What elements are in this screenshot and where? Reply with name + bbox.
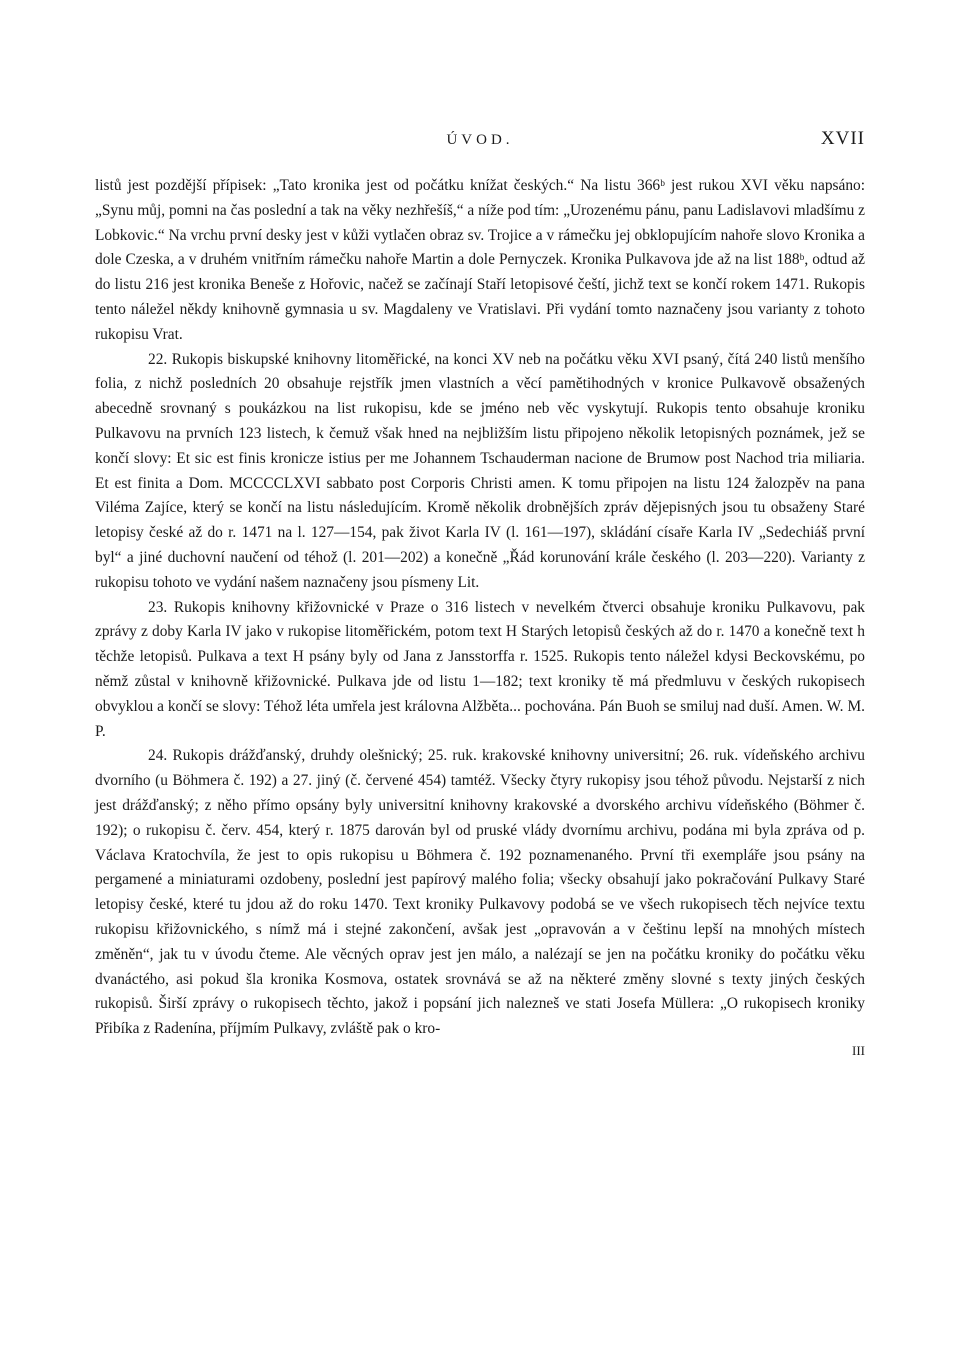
signature-mark: III	[852, 1042, 865, 1058]
body-text	[95, 174, 865, 1042]
paragraph-manuscript-23: 23. Rukopis knihovny křižovnické v Praze o 316 listech v nevelkém čtverci obsahuje kroniku Pulkavovu, pak zprávy z doby Karla IV jako v rukopise litoměřickém, potom text H Starých letopisů českých až do r. 1470 a konečně text h těchže letopisů. Pulkava a text H psány byly od Jana z Jansstorffa r. 1525. Rukopis tento náležel kdysi Beckovskému, po němž zůstal v knihovně křižovnické. Pulkava jde od listu 1—182; text kroniky tě má předmluvu v českých rukopisech obvyklou a končí se slovy: Téhož léta umřela jest královna Alžběta... pochována. Pán Buoh se smiluj nad duší. Amen. W. M. P.	[95, 598, 865, 740]
header-title: ÚVOD.	[446, 132, 514, 148]
running-header	[95, 128, 865, 156]
paragraph-manuscript-24-27: 24. Rukopis drážďanský, druhdy olešnický; 25. ruk. krakovské knihovny universitní; 26. ruk. vídeňského archivu dvorního (u Böhmera č. 192) a 27. jiný (č. červené 454) tamtéž. Všecky čtyry rukopisy jsou téhož původu. Nejstarší z nich jest drážďanský; z něho přímo opsány byly universitní knihovny krakovské a dvorského archivu vídeňského (Böhmer č. 192); o rukopisu č. červ. 454, který r. 1875 darován byl od pruské vlády dvornímu archivu, podána mi byla zpráva od p. Václava Kratochvíla, že jest to opis rukopisu u Böhmera č. 192 poznamenaného. První tři exempláře jsou psány na pergamené a miniaturami ozdobeny, poslední jest papírový malého folia; všecky obsahují jako pokračování Pulkavy Staré letopisy české, které tu jdou až do roku 1470. Text kroniky Pulkavovy podobá se ve všech rukopisech těch nejvíce textu rukopisu křižovnického, s nímž má i stejné zakončení, avšak jest „opravován a v češtinu lepší na mnohých místech změněn“, jak tu v úvodu čteme. Ale věcných oprav jest jen málo, a nalézají se jen na počátku kroniky do počátku věku dvanáctého, asi pokud šla kronika Kosmova, ostatek srovnává se až na některé změny slovné s texty jiných českých rukopisů. Širší zprávy o rukopisech těchto, jakož i popsání jich nalezneš ve stati Josefa Müllera: „O rukopisech kroniky Přibíka z Radenína, příjmím Pulkavy, zvláště pak o kro-	[95, 747, 865, 1038]
paragraph-continuation: listů jest pozdější přípisek: „Tato kronika jest od počátku knížat českých.“ Na listu 366ᵇ jest rukou XVI věku napsáno: „Synu můj, pomni na čas poslední a tak na věky nezhřešíš,“ a níže pod tím: „Urozenému pánu, panu Ladislavovi mladšímu z Lobkovic.“ Na vrchu první desky jest v kůži vytlačen obraz sv. Trojice a v rámečku jej obklopujícím nahoře slovo Kronika a dole Czeska, a v druhém vnitřním rámečku nahoře Martin a dole Pernyczek. Kronika Pulkavova jde až na list 188ᵇ, odtud až do listu 216 jest kronika Beneše z Hořovic, načež se začínají Staří letopisové čeští, jichž text se končí rokem 1471. Rukopis tento náležel někdy knihovně gymnasia u sv. Magdaleny ve Vratislavi. Při vydání tomto naznačeny jsou varianty z tohoto rukopisu Vrat.	[95, 177, 865, 343]
document-page	[95, 128, 865, 1060]
page-number: XVII	[820, 128, 865, 149]
paragraph-manuscript-22: 22. Rukopis biskupské knihovny litoměřické, na konci XV neb na počátku věku XVI psaný, čítá 240 listů menšího folia, z nichž posledních 20 obsahuje rejstřík jmen vlastních a věcí pamětihodných v kronice Pulkavově obsažených abecedně srovnaný s poukázkou na list rukopisu, kde se jméno neb věc vyskytují. Rukopis tento obsahuje kroniku Pulkavovu na prvních 123 listech, k čemuž však hned na nejbližším listu připojeno několik letopisných poznámek, jež se končí slovy: Et sic est finis kronicze istius per me Johannem Tschauderman nacione de Brumow post Nachod tria miliaria. Et est finita a Dom. MCCCCLXVI sabbato post Corporis Christi amen. K tomu připojen na listu 124 žalozpěv na pana Viléma Zajíce, který se končí na listu následujícím. Kromě několik drobnějších zpráv dějepisných jsou tu obsaženy Staré letopisy české až do r. 1471 na l. 127—154, pak život Karla IV (l. 161—197), skládání císaře Karla IV „Sedechiáš první byl“ a jiné duchovní naučení od téhož (l. 201—202) a konečně „Řád korunování krále českého (l. 203—220). Varianty z rukopisu tohoto ve vydání našem naznačeny jsou písmeny Lit.	[95, 350, 865, 591]
